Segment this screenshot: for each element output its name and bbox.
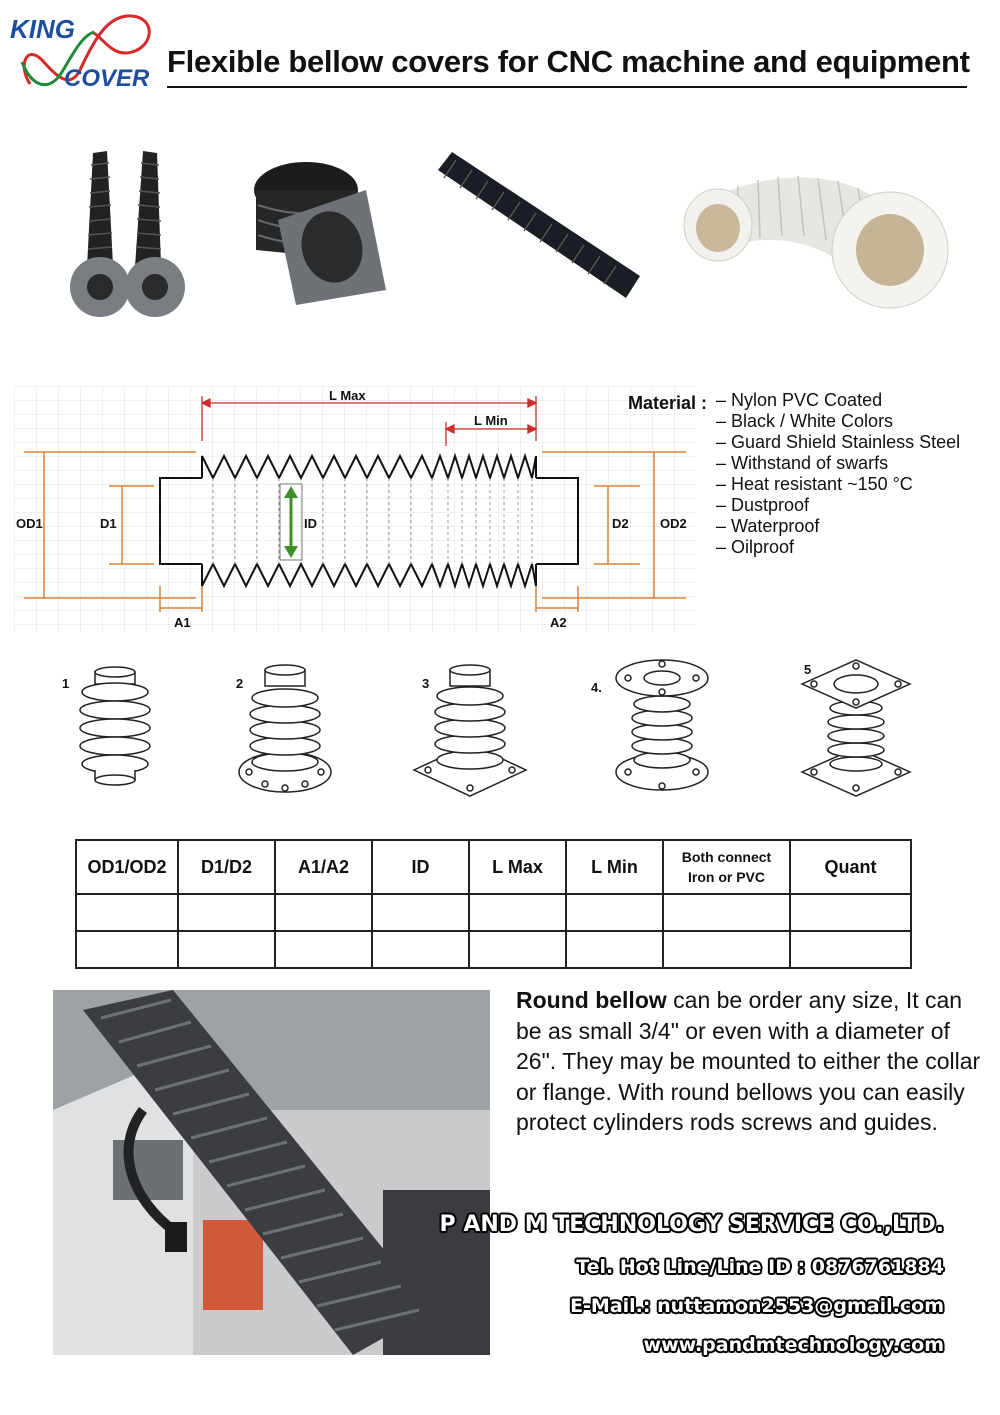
table-cell[interactable] <box>663 894 790 931</box>
label-a2: A2 <box>550 615 567 630</box>
col-lmin: L Min <box>566 840 663 894</box>
table-cell[interactable] <box>790 931 911 968</box>
logo-king-text: KING <box>10 14 75 44</box>
material-item: – Dustproof <box>716 495 810 515</box>
king-cover-logo <box>8 6 158 92</box>
col-both-connect-line2: Iron or PVC <box>687 869 765 885</box>
variant-square-flange-base <box>410 660 530 798</box>
variant-label-1: 1 <box>62 676 70 691</box>
materials-items <box>716 390 960 558</box>
col-id: ID <box>372 840 469 894</box>
table-cell[interactable] <box>178 931 275 968</box>
material-item: – Oilproof <box>716 537 795 557</box>
description-paragraph <box>516 985 986 1138</box>
photo-installed-round-bellow <box>53 990 490 1355</box>
description-body: can be order any size, It can be as small 3/4" or even with a diameter of 26". They may be mounted to either the collar or flange. With round bellows you can easily protect cylinders rods screws and guides. <box>516 987 981 1135</box>
label-a1: A1 <box>174 615 191 630</box>
variant-label-5: 5 <box>804 662 812 677</box>
table-cell[interactable] <box>566 894 663 931</box>
title-underline <box>167 86 967 88</box>
variant-label-2: 2 <box>236 676 244 691</box>
label-od1: OD1 <box>16 516 43 531</box>
col-a1-a2: A1/A2 <box>275 840 372 894</box>
material-item: – Black / White Colors <box>716 411 894 431</box>
col-d1-d2: D1/D2 <box>178 840 275 894</box>
material-item: – Withstand of swarfs <box>716 453 889 473</box>
col-lmax: L Max <box>469 840 566 894</box>
material-item: – Waterproof <box>716 516 820 536</box>
contact-tel: Tel. Hot Line/Line ID : 0876761884 <box>576 1256 944 1278</box>
table-cell[interactable] <box>76 894 178 931</box>
label-lmax: L Max <box>329 388 366 403</box>
label-d2: D2 <box>612 516 629 531</box>
contact-email[interactable]: E-Mail.: nuttamon2553@gmail.com <box>570 1295 944 1317</box>
table-row <box>76 931 911 968</box>
variant-collar-both-ends <box>70 662 160 792</box>
table-cell[interactable] <box>178 894 275 931</box>
table-cell[interactable] <box>469 931 566 968</box>
col-both-connect-line1: Both connect <box>681 849 772 865</box>
material-item: – Nylon PVC Coated <box>716 390 883 410</box>
material-item: – Heat resistant ~150 °C <box>716 474 913 494</box>
col-both-connect <box>663 840 790 894</box>
col-od1-od2: OD1/OD2 <box>76 840 178 894</box>
label-lmin: L Min <box>474 413 508 428</box>
contact-website[interactable]: www.pandmtechnology.com <box>643 1334 944 1356</box>
photo-long-black-bellow <box>430 148 650 303</box>
label-id: ID <box>304 516 317 531</box>
photo-white-flanged-bellow <box>678 150 958 312</box>
photo-short-flanged-bellow <box>248 150 388 305</box>
table-cell[interactable] <box>469 894 566 931</box>
variant-label-3: 3 <box>422 676 430 691</box>
order-spec-table <box>75 839 912 969</box>
variant-square-flanges-both-ends <box>798 654 914 800</box>
table-cell[interactable] <box>372 931 469 968</box>
table-header-row <box>76 840 911 894</box>
variant-round-flanges-both-ends <box>612 654 712 796</box>
materials-heading: Material : <box>628 393 708 413</box>
company-name: P AND M TECHNOLOGY SERVICE CO.,LTD. <box>439 1212 944 1237</box>
variant-round-flange-base <box>235 660 335 796</box>
table-cell[interactable] <box>663 931 790 968</box>
col-quant: Quant <box>790 840 911 894</box>
material-item: – Guard Shield Stainless Steel <box>716 432 961 452</box>
table-cell[interactable] <box>275 931 372 968</box>
table-cell[interactable] <box>566 931 663 968</box>
photo-black-bellows-pair <box>55 145 200 323</box>
label-od2: OD2 <box>660 516 687 531</box>
table-cell[interactable] <box>790 894 911 931</box>
bellow-dimension-diagram <box>14 386 696 632</box>
variant-label-4: 4. <box>591 680 602 695</box>
label-d1: D1 <box>100 516 117 531</box>
table-cell[interactable] <box>76 931 178 968</box>
table-cell[interactable] <box>275 894 372 931</box>
description-lead: Round bellow <box>516 987 667 1013</box>
table-cell[interactable] <box>372 894 469 931</box>
page-title: Flexible bellow covers for CNC machine and equipment <box>167 44 970 79</box>
logo-cover-text: COVER <box>64 65 150 92</box>
table-row <box>76 894 911 931</box>
materials-list <box>628 390 707 417</box>
